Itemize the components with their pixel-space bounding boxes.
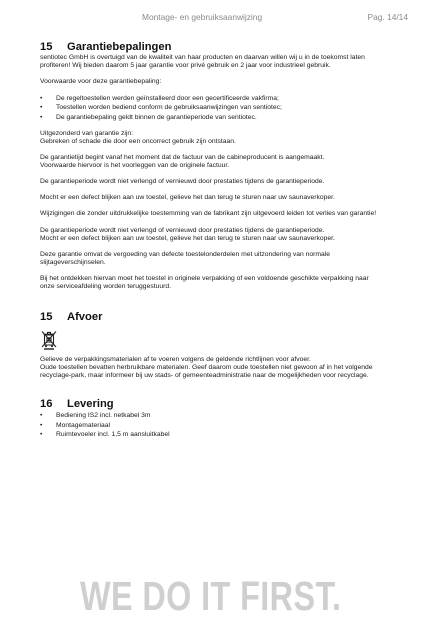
warranty-start-line-1: De garantietijd begint vanaf het moment dat de factuur van de cabineproducent is aangemaakt.	[40, 154, 325, 162]
footer-slogan: WE DO IT FIRST.	[80, 573, 342, 619]
repeat-line-1: De garantieperiode wordt niet verlengd of vernieuwd door prestaties tijdens de garantieperiode.	[40, 226, 325, 234]
delivery-list	[40, 411, 420, 439]
return-line-2: onze serviceafdeling worden teruggestuurd.	[40, 283, 171, 291]
disposal-line-1: Gelieve de verpakkingsmaterialen af te voeren volgens de geldende richtlijnen voor afvoer.	[40, 356, 311, 364]
warranty-start-line-2: Voorwaarde hiervoor is het voorleggen van de originele factuur.	[40, 162, 230, 170]
page-content	[40, 41, 420, 439]
conditions-list	[40, 94, 420, 122]
list-item: • Bediening IS2 incl. netkabel 3m	[40, 411, 420, 420]
scope-line-2: slijtageverschijnselen.	[40, 258, 106, 266]
section-heading-delivery	[40, 398, 420, 411]
section-title: Garantiebepalingen	[67, 41, 172, 53]
section-heading-warranty	[40, 41, 420, 54]
page-header	[0, 12, 446, 24]
warranty-intro-line-2: profiteren! Wij bieden daarom 5 jaar garantie voor privé gebruik en 2 jaar voor industrieel gebruik.	[40, 62, 331, 70]
repeat-line-2: Mocht er een defect blijken aan uw toestel, gelieve het dan terug te sturen naar uw saunaverkoper.	[40, 234, 335, 242]
defect-text: Mocht er een defect blijken aan uw toestel, gelieve het dan terug te sturen naar uw saunaverkoper.	[40, 194, 335, 202]
document-title: Montage- en gebruiksaanwijzing	[142, 12, 263, 22]
section-number: 16	[40, 398, 53, 411]
list-item: • De garantiebepaling geldt binnen de garantieperiode van sentiotec.	[40, 113, 420, 122]
list-item: • Montagemateriaal	[40, 421, 420, 430]
section-number: 15	[40, 41, 53, 53]
section-number: 15	[40, 311, 53, 324]
disposal-line-3: recyclage-park, maar informeer bij uw stads- of gemeenteadministratie naar de mogelijkheden voor recyclage.	[40, 372, 369, 380]
section-title: Levering	[67, 398, 114, 411]
list-item: • De regeltoestellen werden geïnstalleerd door een gecertificeerde vakfirma;	[40, 94, 420, 103]
not-extended-text: De garantieperiode wordt niet verlengd of vernieuwd door prestaties tijdens de garantieperiode.	[40, 178, 325, 186]
scope-line-1: Deze garantie omvat de vergoeding van defecte toestelonderdelen met uitzondering van normale	[40, 250, 331, 258]
section-heading-disposal	[40, 311, 420, 324]
modifications-text: Wijzigingen die zonder uitdrukkelijke toestemming van de fabrikant zijn uitgevoerd leiden tot verlies van garantie!	[40, 210, 377, 218]
section-title: Afvoer	[67, 311, 103, 324]
conditions-heading: Voorwaarde voor deze garantiebepaling:	[40, 78, 162, 86]
return-line-1: Bij het ontdekken hiervan moet het toestel in originele verpakking of een voldoende geschikte verpakking naar	[40, 274, 369, 282]
weee-crossed-bin-icon	[40, 330, 58, 350]
exclusion-text: Gebreken of schade die door een oncorrect gebruik zijn ontstaan.	[40, 137, 236, 145]
disposal-line-2: Oude toestellen bevatten herbruikbare materialen. Geef daarom oude toestellen niet gewoon af in het volgende	[40, 364, 373, 372]
page-number: Pag. 14/14	[367, 12, 408, 22]
warranty-intro-line-1: sentiotec GmbH is overtuigd van de kwaliteit van haar producten en daarvan willen wij u in de toekomst laten	[40, 54, 365, 61]
list-item: • Toestellen worden bediend conform de gebruiksaanwijzingen van sentiotec;	[40, 103, 420, 112]
exclusion-heading: Uitgezonderd van garantie zijn:	[40, 129, 134, 137]
list-item: • Ruimtevoeler incl. 1,5 m aansluitkabel	[40, 430, 420, 439]
